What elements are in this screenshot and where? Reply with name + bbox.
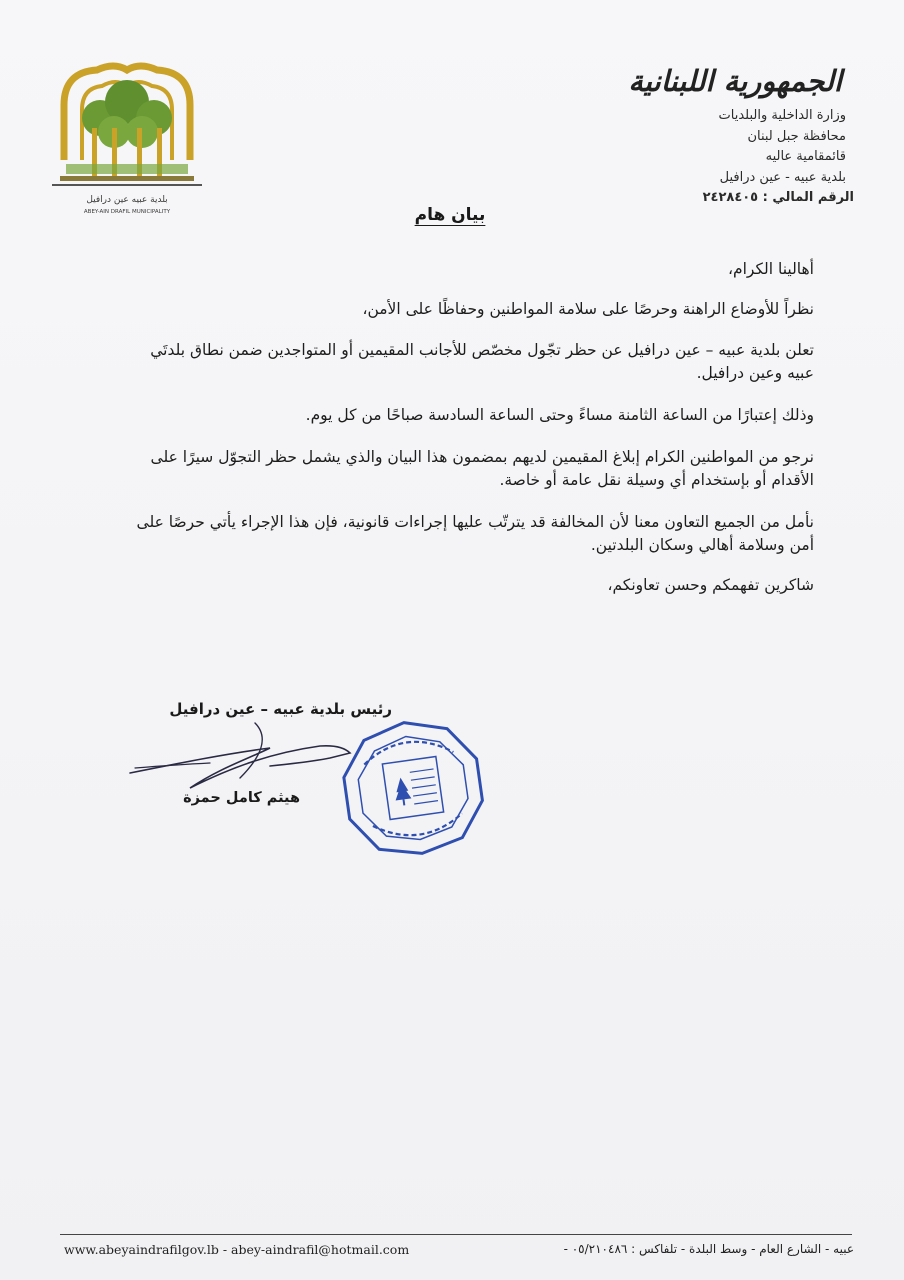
municipality-logo	[52, 60, 202, 218]
stamp-seal-icon	[338, 718, 488, 858]
greeting: أهالينا الكرام،	[728, 260, 814, 278]
paragraph-5: نأمل من الجميع التعاون معنا لأن المخالفة قد يترتّب عليها إجراءات قانونية، فإن هذا الإجراء يأتي حرصًا على أمن وسلامة أهالي وسكان البلدتين.	[136, 513, 814, 554]
paragraph-4: نرجو من المواطنين الكرام إبلاغ المقيمين لديهم بمضمون هذا البيان والذي يشمل حظر التجوّل سيرًا على الأقدام أو بإستخدام أي وسيلة نقل عامة أو خاصة.	[150, 448, 814, 489]
paragraph-2: تعلن بلدية عبيه – عين درافيل عن حظر تجّول مخصّص للأجانب المقيمين أو المتواجدين ضمن نطاق بلدتَي عبيه وعين درافيل.	[150, 341, 814, 382]
municipality-line: بلدية عبيه - عين درافيل	[719, 169, 846, 185]
letterhead	[554, 62, 854, 209]
footer-contact: www.abeyaindrafilgov.lb - abey-aindrafil@hotmail.com	[64, 1242, 410, 1257]
republic-heading: الجمهورية اللبنانية	[628, 64, 842, 98]
official-stamp	[338, 718, 488, 858]
footer-divider	[60, 1234, 852, 1235]
logo-caption-en: ABEY-AIN DRAFIL MUNICIPALITY	[83, 209, 171, 215]
footer-address: عبيه - الشارع العام - وسط البلدة - تلفاكس : ٠٥/٢١٠٤٨٦ -	[563, 1242, 854, 1256]
statement-title: بيان هام	[414, 205, 486, 225]
financial-number: الرقم المالي : ٢٤٢٨٤٠٥	[702, 190, 854, 205]
ministry-line: وزارة الداخلية والبلديات	[718, 108, 846, 123]
signatory-name: هيثم كامل حمزة	[183, 790, 300, 806]
statement-body	[134, 258, 814, 597]
paragraph-1: نظراً للأوضاع الراهنة وحرصًا على سلامة المواطنين وحفاظًا على الأمن،	[362, 300, 814, 318]
district-line: قائمقامية عاليه	[765, 149, 846, 164]
governorate-line: محافظة جبل لبنان	[747, 128, 846, 144]
logo-caption-ar: بلدية عبيه عين درافيل	[86, 195, 168, 205]
signatory-title: رئيس بلدية عبيه – عين درافيل	[169, 700, 392, 718]
closing-line: شاكرين تفهمكم وحسن تعاونكم،	[607, 576, 814, 594]
arch-trees-logo-icon	[52, 60, 202, 218]
paragraph-3: وذلك إعتبارًا من الساعة الثامنة مساءً وحتى الساعة السادسة صباحًا من كل يوم.	[305, 406, 814, 424]
